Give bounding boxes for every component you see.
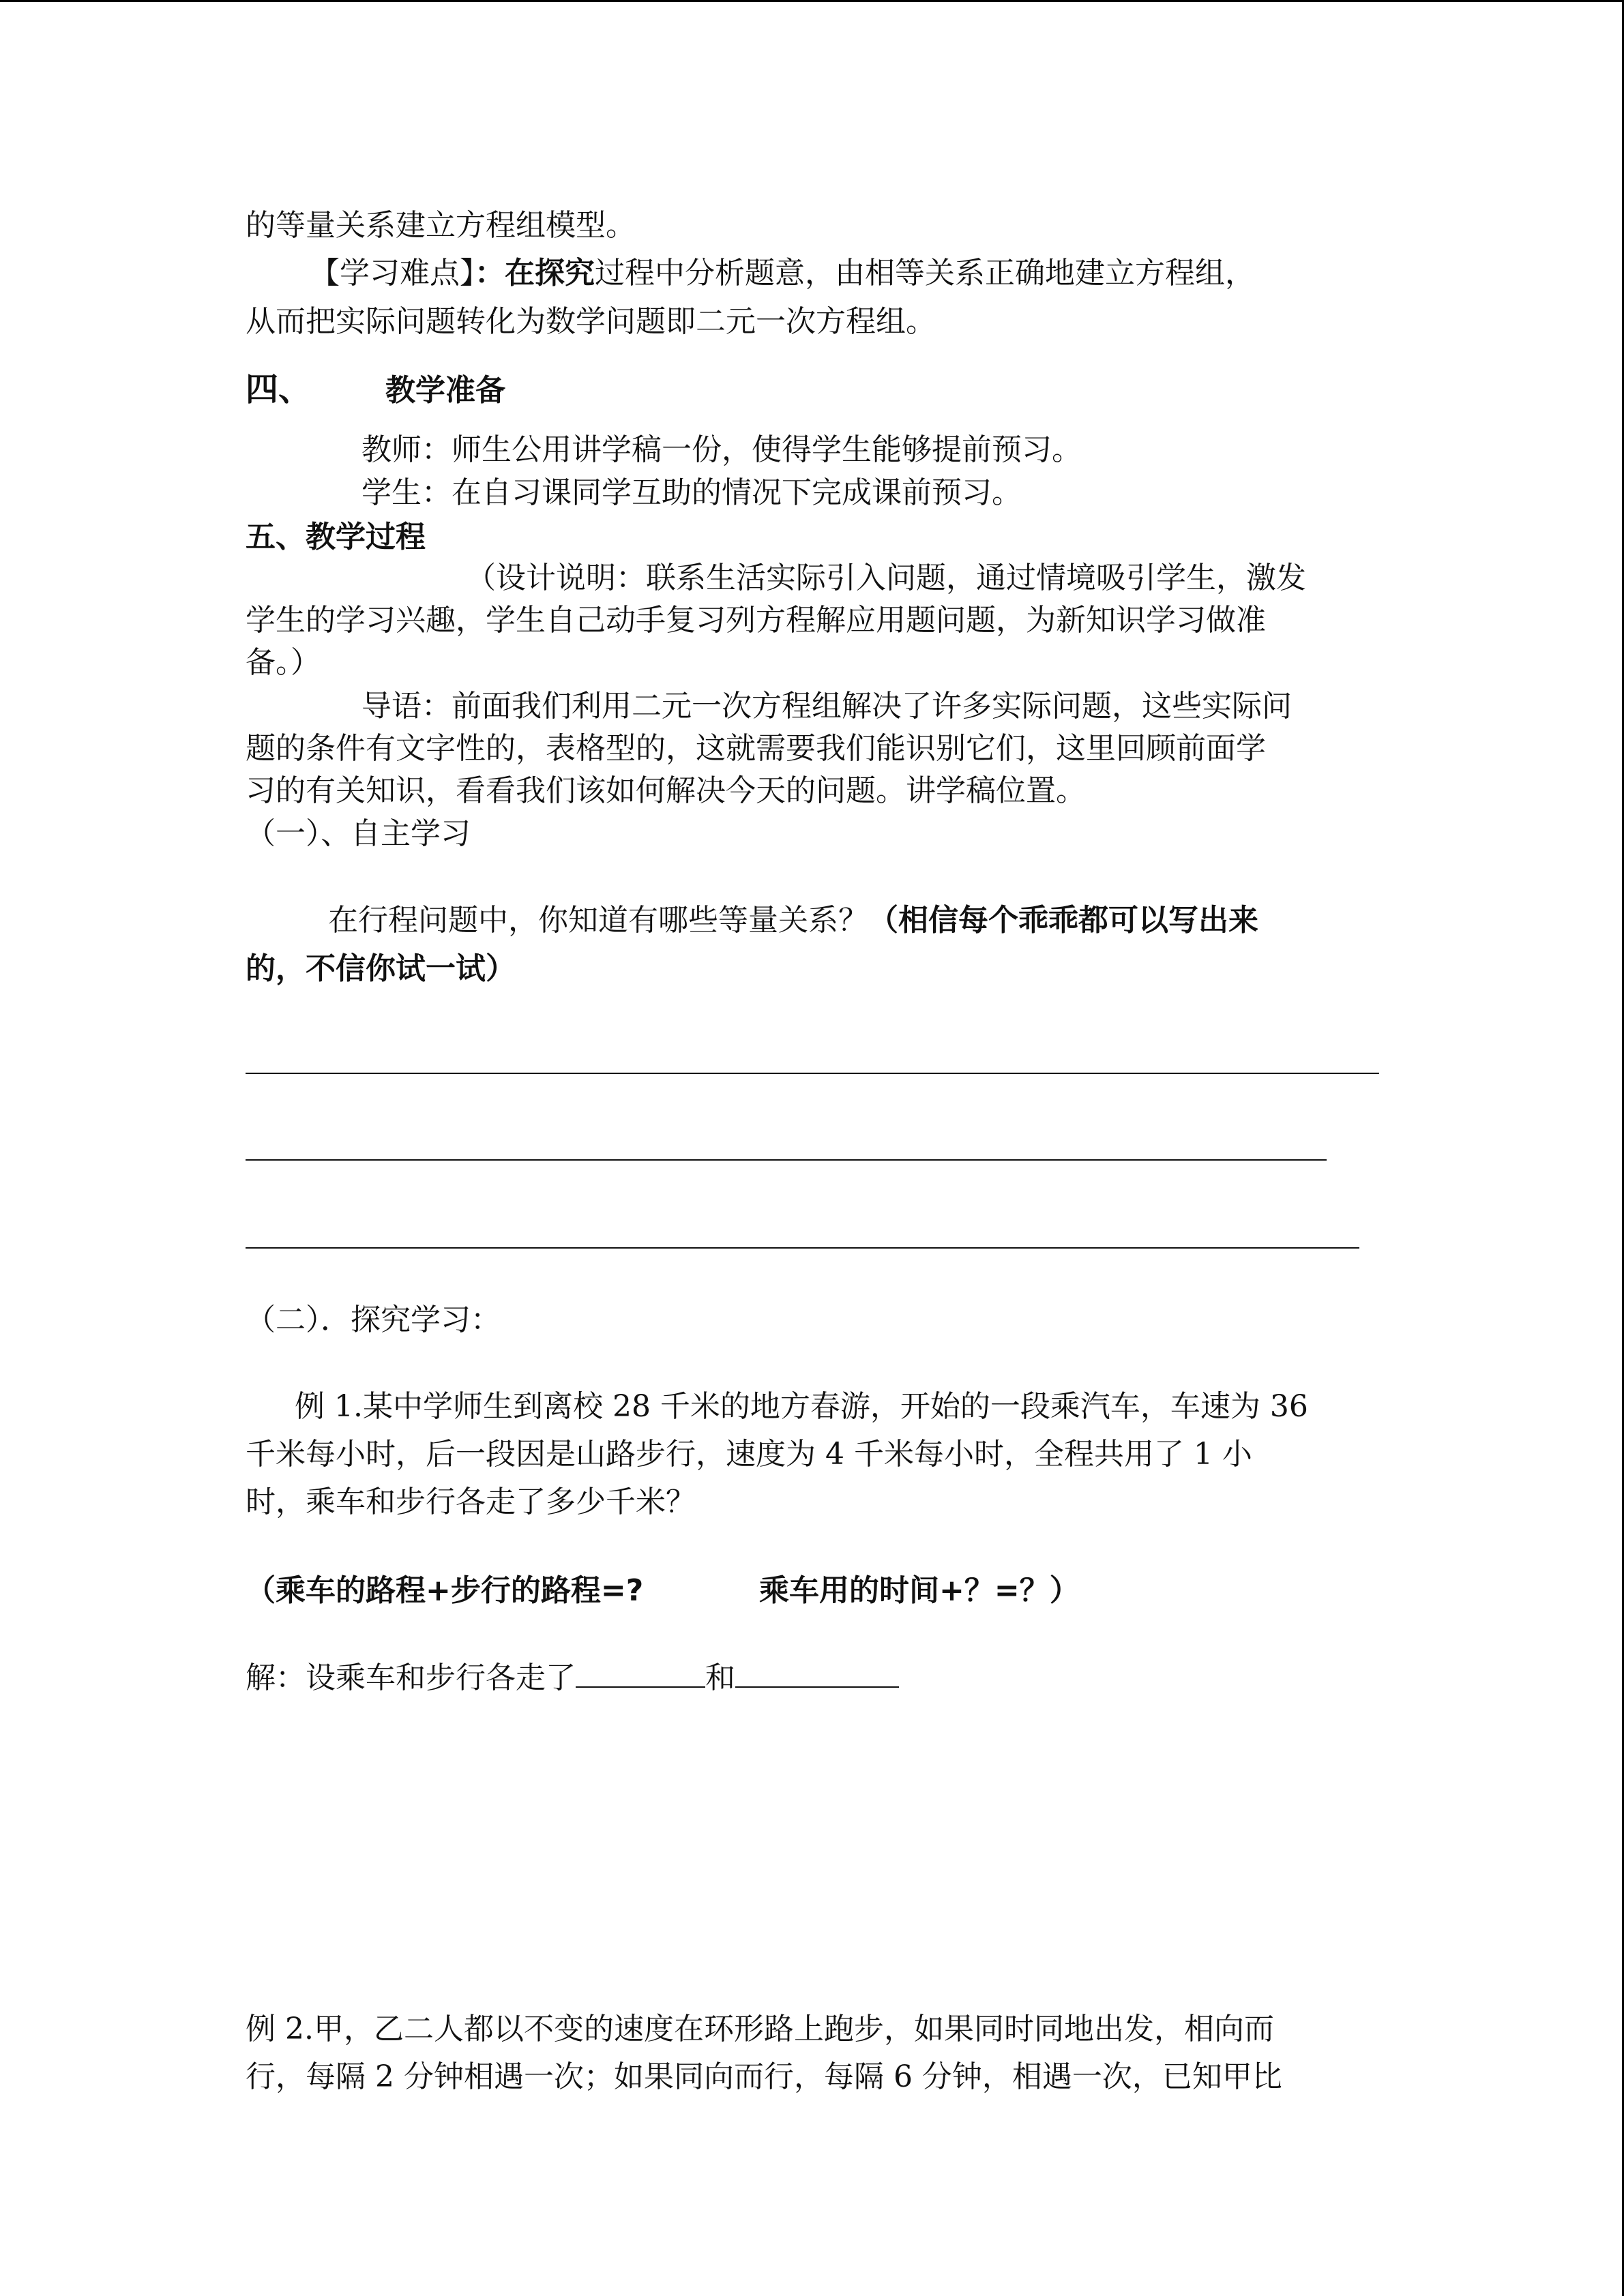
student-prep: 学生：在自习课同学互助的情况下完成课前预习。 [361,475,1022,510]
example-1: 千米每小时，后一段因是山路步行，速度为 4 千米每小时，全程共用了 1 小 [246,1437,1252,1472]
question-line: 在行程问题中，你知道有哪些等量关系？（相信每个乖乖都可以写出来 [328,903,1258,938]
answer-line[interactable] [246,1073,1379,1074]
solution-line: 解：设乘车和步行各走了 和 [246,1656,899,1700]
design-note: 学生的学习兴趣，学生自己动手复习列方程解应用题问题，为新知识学习做准 [246,603,1266,638]
guide-text: 题的条件有文字性的，表格型的，这就需要我们能识别它们，这里回顾前面学 [246,731,1266,766]
section-5-title: 五、教学过程 [246,520,426,554]
guide-text: 导语：前面我们利用二元一次方程组解决了许多实际问题，这些实际问 [361,689,1292,724]
design-note: 备。） [246,645,321,680]
section-4-title: 教学准备 [385,373,505,408]
page-top-border [0,0,1624,2]
example-1: 时，乘车和步行各走了多少千米？ [246,1485,696,1519]
question-line: 的，不信你试一试） [246,951,516,986]
example-1: 例 1.某中学师生到离校 28 千米的地方春游，开始的一段乘汽车，车速为 36 [295,1389,1308,1424]
text-line: 从而把实际问题转化为数学问题即二元一次方程组。 [246,304,936,339]
answer-line[interactable] [246,1247,1359,1249]
part-2-title: （二）．探究学习： [246,1302,501,1337]
difficulty-label: 【学习难点】 [310,256,475,290]
section-4-number: 四、 [246,370,312,408]
answer-blank[interactable] [735,1656,899,1688]
difficulty-line: 【学习难点】：在探究过程中分析题意，由相等关系正确地建立方程组， [310,256,1255,290]
answer-line[interactable] [246,1159,1327,1161]
example-2: 例 2.甲，乙二人都以不变的速度在环形路上跑步，如果同时同地出发，相向而 [246,2012,1274,2046]
hint-time: 乘车用的时间+？=？） [759,1573,1080,1608]
guide-text: 习的有关知识，看看我们该如何解决今天的问题。讲学稿位置。 [246,773,1086,808]
design-note: （设计说明：联系生活实际引入问题，通过情境吸引学生，激发 [466,561,1306,595]
teacher-prep: 教师：师生公用讲学稿一份，使得学生能够提前预习。 [361,432,1082,467]
part-1-title: （一）、自主学习 [246,816,471,851]
hint-distance: （乘车的路程+步行的路程=? [246,1573,644,1608]
answer-blank[interactable] [576,1656,705,1688]
example-2: 行，每隔 2 分钟相遇一次；如果同向而行，每隔 6 分钟，相遇一次，已知甲比 [246,2059,1282,2094]
text-line: 的等量关系建立方程组模型。 [246,208,636,243]
